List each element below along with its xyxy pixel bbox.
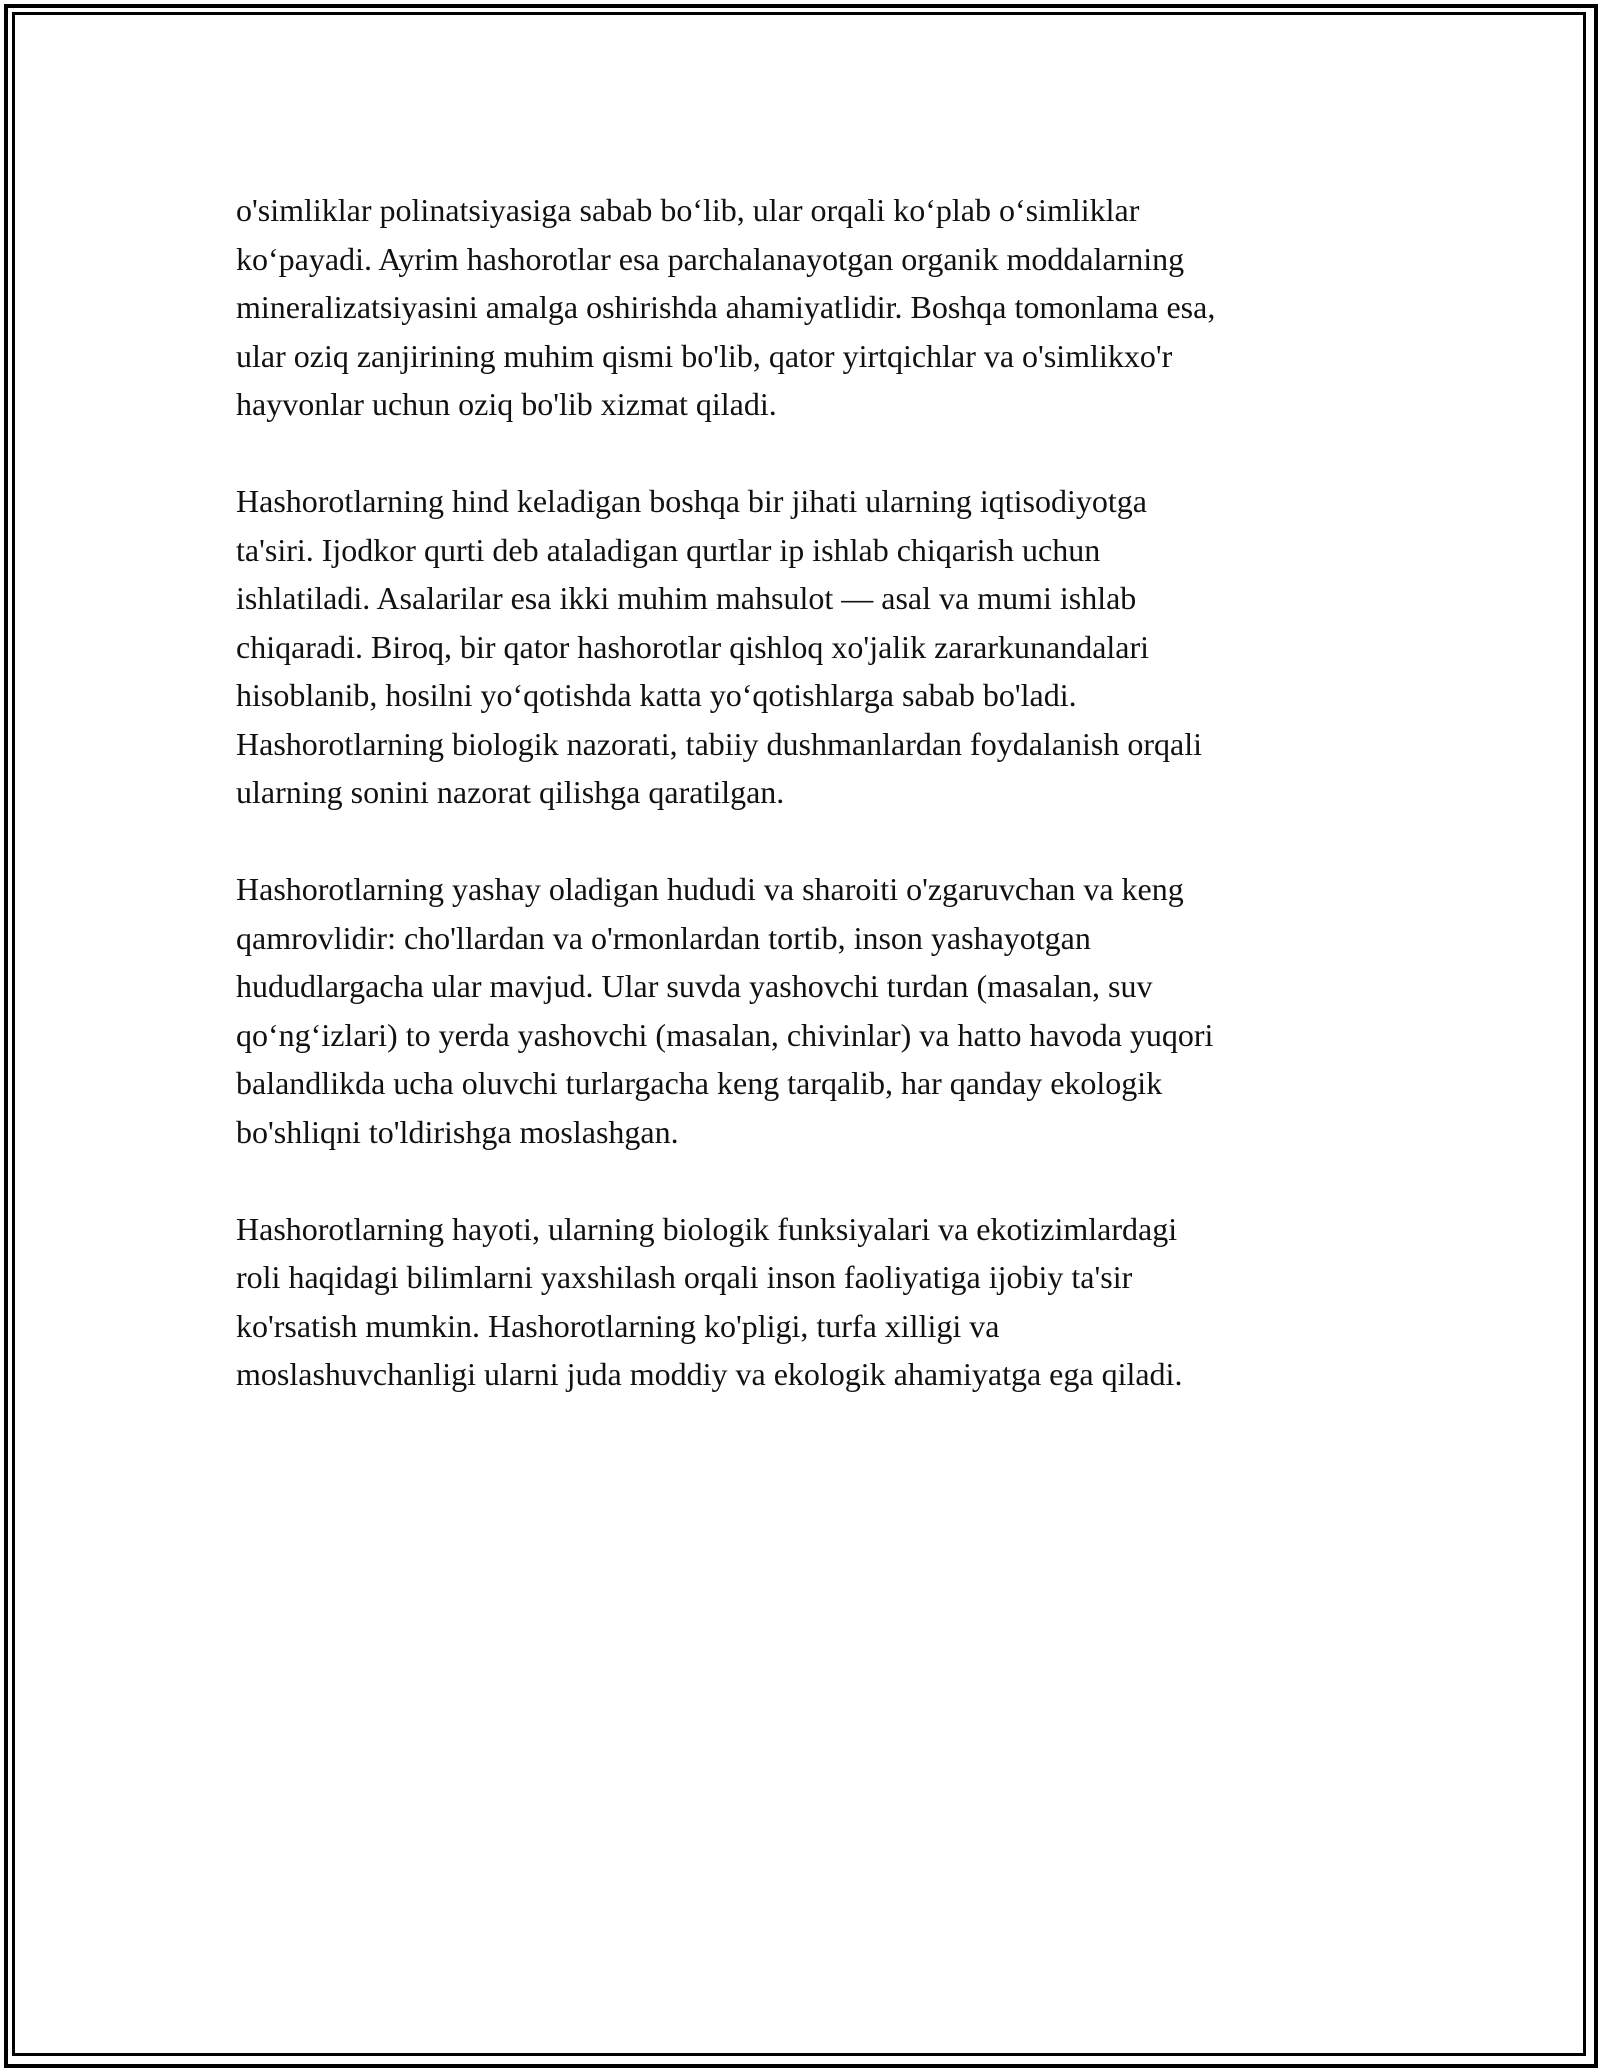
text-line: roli haqidagi bilimlarni yaxshilash orqali inson faoliyatiga ijobiy ta'sir <box>236 1259 1133 1295</box>
text-line: moslashuvchanligi ularni juda moddiy va ekologik ahamiyatga ega qiladi. <box>236 1356 1183 1392</box>
text-line: ko'rsatish mumkin. Hashorotlarning ko'pligi, turfa xilligi va <box>236 1307 1000 1344</box>
paragraph-1 <box>236 186 1366 429</box>
text-line: ularning sonini nazorat qilishga qaratilgan. <box>236 774 785 810</box>
text-line: hayvonlar uchun oziq bo'lib xizmat qiladi. <box>236 386 777 422</box>
text-line: ta'siri. Ijodkor qurti deb ataladigan qurtlar ip ishlab chiqarish uchun <box>236 531 1101 568</box>
text-line: hududlargacha ular mavjud. Ular suvda yashovchi turdan (masalan, suv <box>236 968 1153 1004</box>
text-line: hisoblanib, hosilni yo‘qotishda katta yo‘qotishlarga sabab bo'ladi. <box>236 677 1077 713</box>
text-line: Hashorotlarning yashay oladigan hududi va sharoiti o'zgaruvchan va keng <box>236 871 1184 907</box>
text-line: ko‘payadi. Ayrim hashorotlar esa parchalanayotgan organik moddalarning <box>236 240 1185 277</box>
paragraph-3 <box>236 865 1366 1156</box>
text-line: ishlatiladi. Asalarilar esa ikki muhim mahsulot — asal va mumi ishlab <box>236 580 1137 616</box>
text-line: balandlikda ucha oluvchi turlargacha keng tarqalib, har qanday ekologik <box>236 1065 1163 1101</box>
document-body <box>236 186 1366 1447</box>
text-line: Hashorotlarning biologik nazorati, tabiiy dushmanlardan foydalanish orqali <box>236 725 1202 762</box>
text-line: Hashorotlarning hind keladigan boshqa bir jihati ularning iqtisodiyotga <box>236 483 1147 519</box>
text-line: chiqaradi. Biroq, bir qator hashorotlar qishloq xo'jalik zararkunandalari <box>236 628 1150 665</box>
text-line: ular oziq zanjirining muhim qismi bo'lib, qator yirtqichlar va o'simlikxo'r <box>236 337 1173 374</box>
text-line: qamrovlidir: cho'llardan va o'rmonlardan tortib, inson yashayotgan <box>236 919 1091 956</box>
paragraph-4 <box>236 1205 1366 1399</box>
text-line: Hashorotlarning hayoti, ularning biologik funksiyalari va ekotizimlardagi <box>236 1210 1178 1247</box>
text-line: o'simliklar polinatsiyasiga sabab bo‘lib, ular orqali ko‘plab o‘simliklar <box>236 192 1140 228</box>
text-line: qo‘ng‘izlari) to yerda yashovchi (masalan, chivinlar) va hatto havoda yuqori <box>236 1016 1214 1053</box>
text-line: mineralizatsiyasini amalga oshirishda ahamiyatlidir. Boshqa tomonlama esa, <box>236 289 1216 325</box>
paragraph-2 <box>236 477 1366 817</box>
text-line: bo'shliqni to'ldirishga moslashgan. <box>236 1113 679 1150</box>
